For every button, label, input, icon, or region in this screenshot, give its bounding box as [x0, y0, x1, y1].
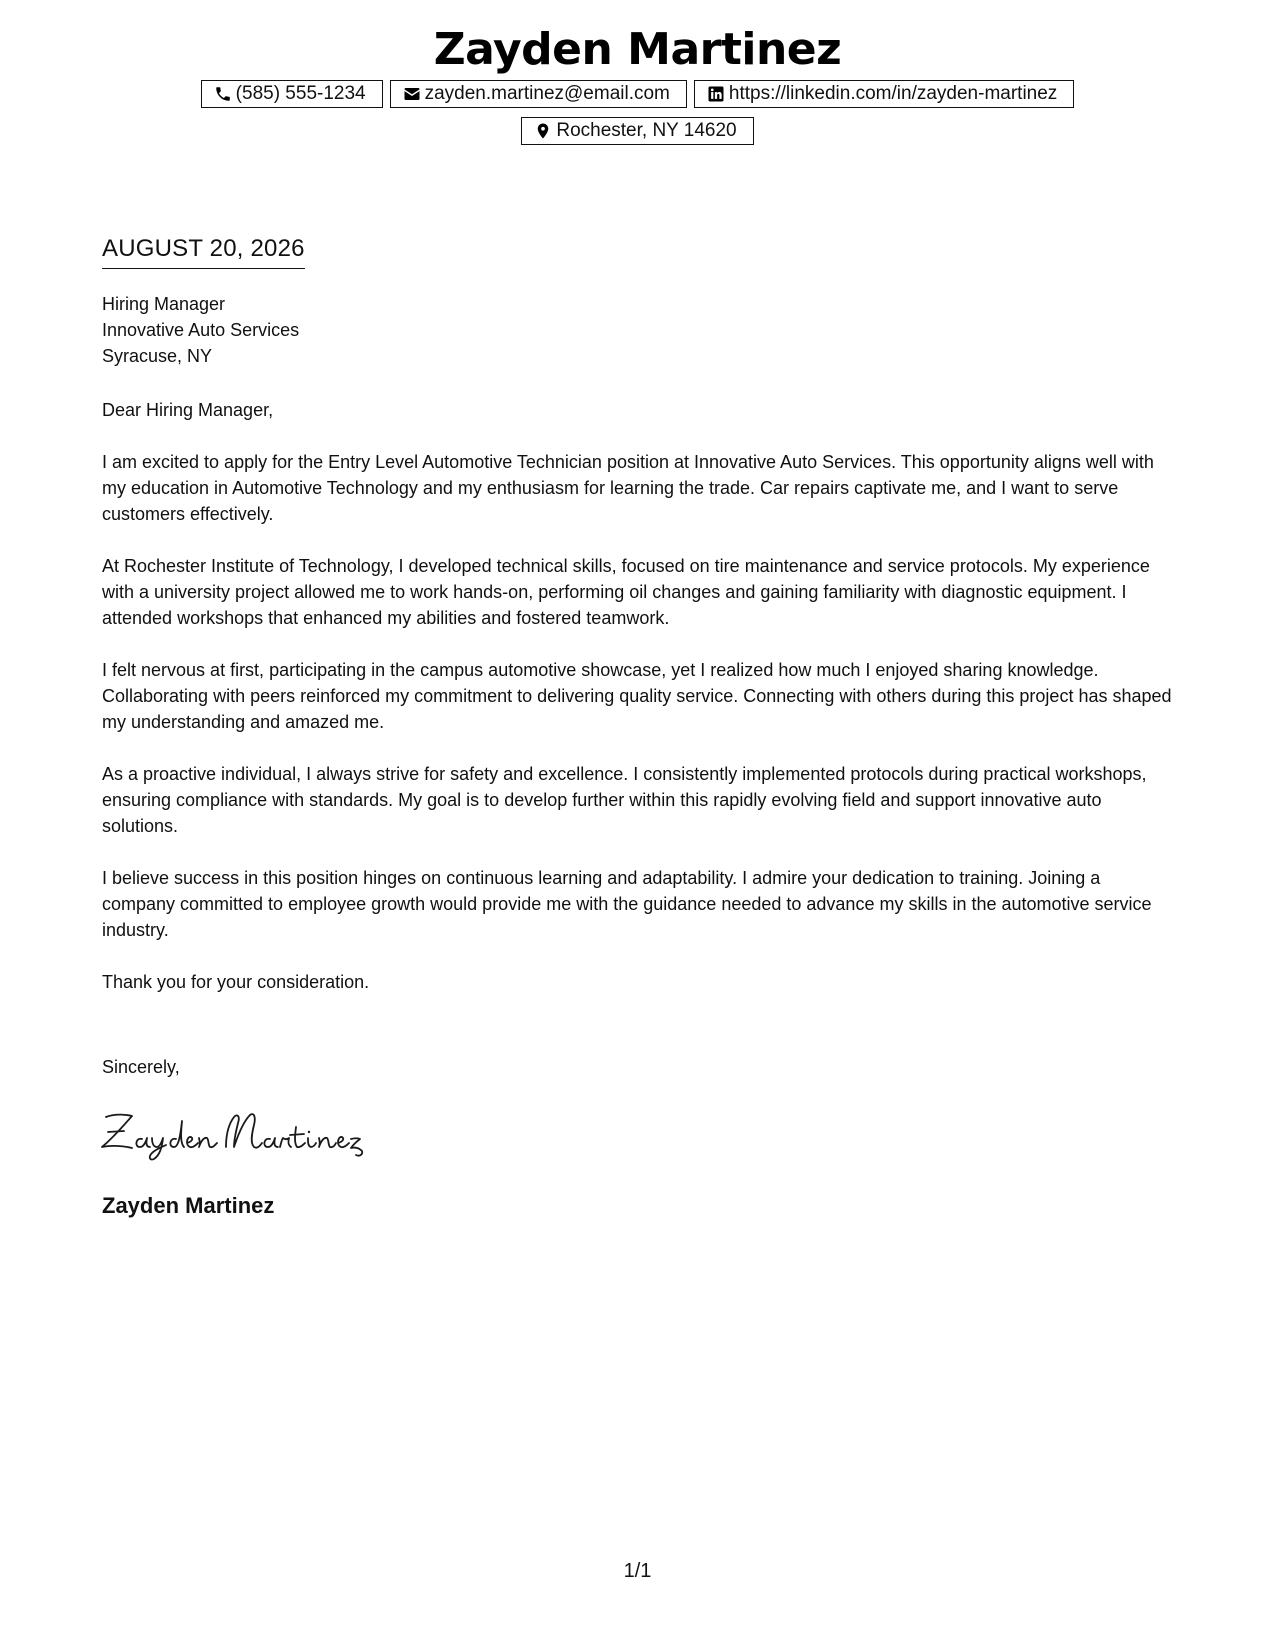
recipient-company: Innovative Auto Services [102, 320, 300, 340]
body-paragraph: I believe success in this position hinges on continuous learning and adaptability. I admire your dedication to training. Joining a company committed to employee growth would provide me with the guidance needed to advance my skills in the automotive service industry. [102, 868, 1152, 940]
signed-name: Zayden Martinez [102, 1193, 275, 1218]
location-text: Rochester, NY 14620 [556, 120, 737, 141]
phone-icon [214, 85, 232, 103]
letter-body [102, 397, 1177, 995]
applicant-name-heading: Zayden Martinez [433, 24, 842, 75]
map-pin-icon [534, 122, 552, 140]
email-text: zayden.martinez@email.com [424, 83, 670, 104]
phone-chip [201, 80, 383, 108]
location-chip [521, 117, 753, 145]
body-paragraph: I am excited to apply for the Entry Level Automotive Technician position at Innovative Auto Services. This opportunity aligns well with my education in Automotive Technology and my enthusiasm for learning the trade. Car repairs captivate me, and I want to serve customers effectively. [102, 452, 1154, 524]
body-paragraph: At Rochester Institute of Technology, I developed technical skills, focused on tire maintenance and service protocols. My experience with a university project allowed me to work hands-on, performing oil changes and gaining familiarity with diagnostic equipment. I attended workshops that enhanced my abilities and fostered teamwork. [102, 556, 1150, 628]
handwritten-signature [98, 1107, 368, 1161]
signature-graphic [98, 1107, 368, 1161]
envelope-icon [403, 85, 421, 103]
email-chip[interactable] [390, 80, 687, 108]
page-number: 1/1 [623, 1560, 652, 1582]
body-paragraph: I felt nervous at first, participating in the campus automotive showcase, yet I realized how much I enjoyed sharing knowledge. Collaborating with peers reinforced my commitment to delivering quality service. Connecting with others during this project has shaped my understanding and amazed me. [102, 660, 1172, 732]
contact-row [0, 80, 1275, 108]
linkedin-text: https://linkedin.com/in/zayden-martinez [728, 83, 1058, 104]
contact-row-location [0, 117, 1275, 145]
body-paragraph: As a proactive individual, I always strive for safety and excellence. I consistently implemented protocols during practical workshops, ensuring compliance with standards. My goal is to develop further within this rapidly evolving field and support innovative auto solutions. [102, 764, 1147, 836]
recipient-location: Syracuse, NY [102, 346, 213, 366]
recipient-block [102, 291, 299, 369]
closing-line: Sincerely, [102, 1057, 180, 1077]
thank-you-line: Thank you for your consideration. [102, 972, 370, 992]
letter-date: AUGUST 20, 2026 [102, 234, 305, 269]
recipient-title: Hiring Manager [102, 294, 226, 314]
linkedin-icon [707, 85, 725, 103]
linkedin-chip[interactable] [694, 80, 1074, 108]
phone-text: (585) 555-1234 [235, 83, 366, 104]
salutation: Dear Hiring Manager, [102, 400, 274, 420]
